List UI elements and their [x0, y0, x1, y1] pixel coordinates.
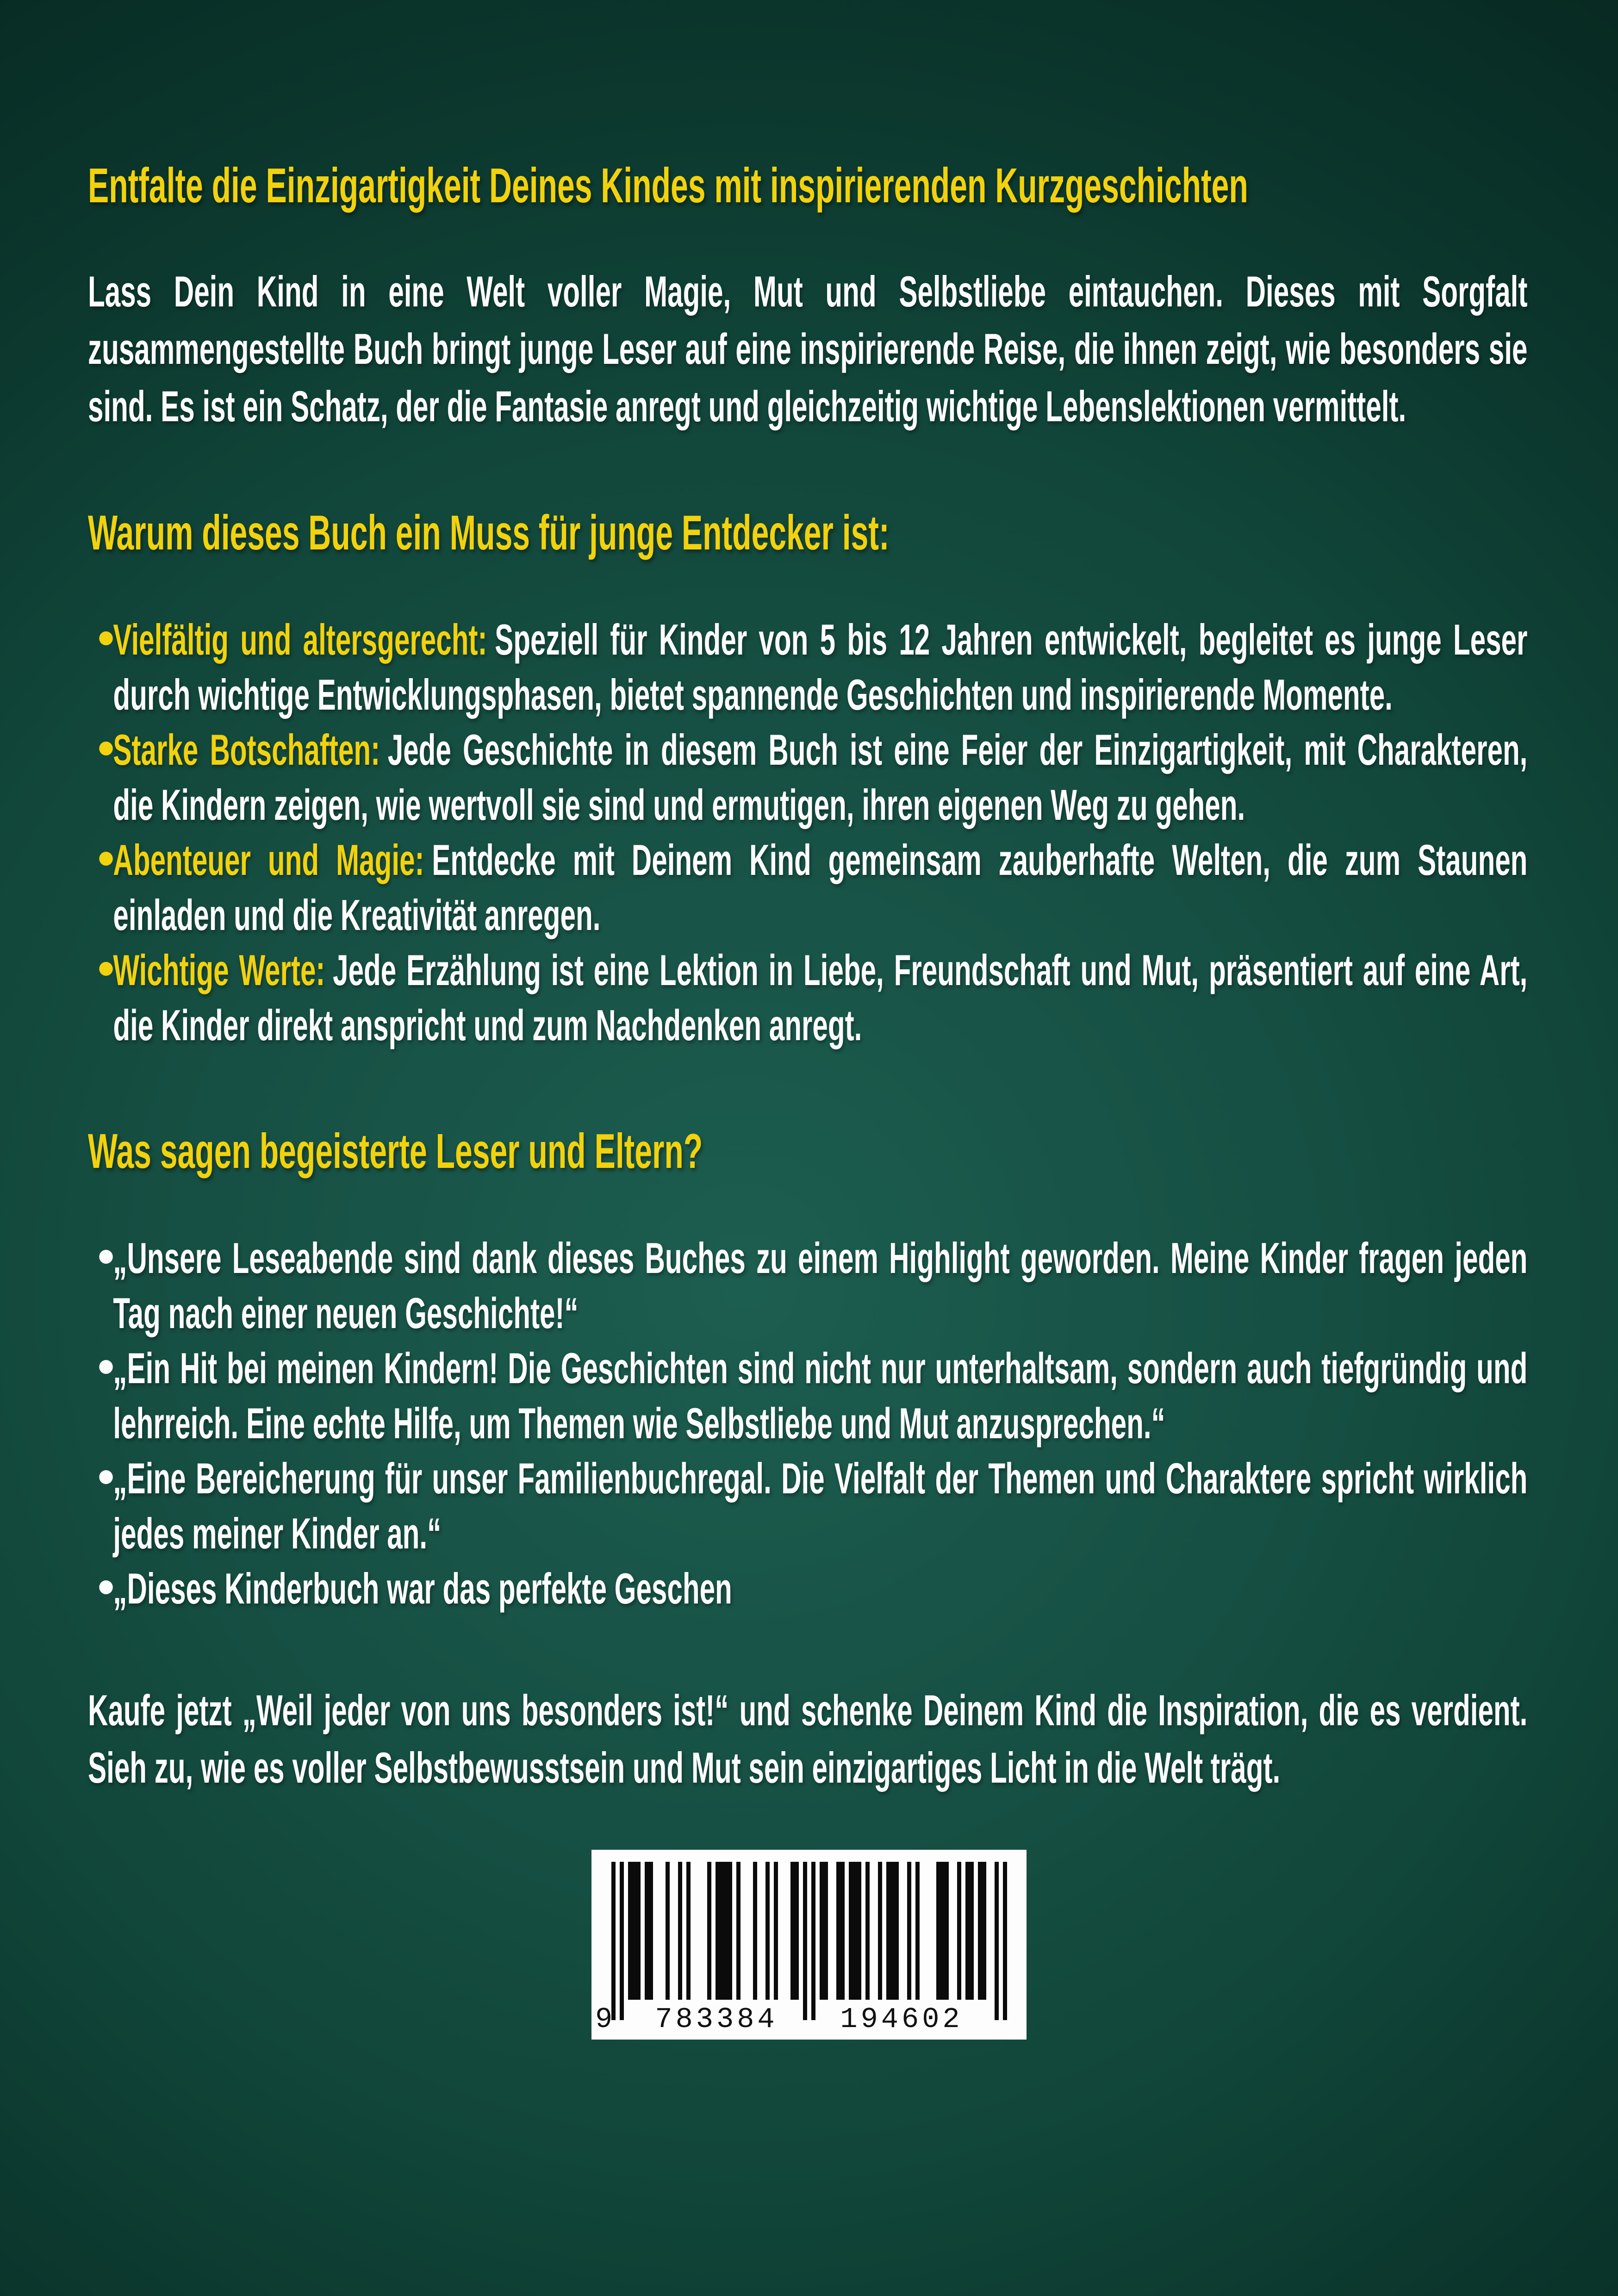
- barcode-bar: [632, 1862, 636, 2000]
- barcode-bar: [724, 1862, 728, 2000]
- feature-lead: Abenteuer und Magie:: [113, 836, 424, 884]
- barcode-space: [845, 1862, 849, 2000]
- barcode-space: [928, 1862, 932, 2000]
- barcode-bar: [620, 1862, 624, 2020]
- barcode-bar: [957, 1862, 961, 2000]
- barcode-bar: [611, 1862, 616, 2020]
- barcode-space: [741, 1862, 745, 2000]
- barcode-space: [799, 1862, 803, 2000]
- barcode-space: [782, 1862, 786, 2000]
- barcode-bar: [886, 1862, 890, 2000]
- barcode-bar: [765, 1862, 770, 2000]
- intro-paragraph: Lass Dein Kind in eine Welt voller Magie, Mut und Selbstliebe eintauchen. Dieses mit Sorgfalt zusammengestellte Buch bringt junge Leser auf eine inspirierende Reise, die ihnen zeigt, wie besonders sie sind. Es ist ein Schatz, der die Fantasie anregt und gleichzeitig wichtige Lebenslektionen vermittelt.: [88, 267, 1528, 430]
- feature-item: [88, 612, 1527, 722]
- barcode-bar: [628, 1862, 632, 2000]
- barcode-bar: [965, 1862, 970, 2000]
- barcode-bar: [824, 1862, 828, 2000]
- barcode-bar: [811, 1862, 815, 2020]
- barcode-space: [699, 1862, 703, 2000]
- barcode-space: [953, 1862, 957, 2000]
- barcode-bar: [707, 1862, 711, 2000]
- barcode-space: [999, 1862, 1003, 2000]
- barcode-space: [911, 1862, 915, 2000]
- barcode-space: [990, 1862, 995, 2000]
- barcode-bar: [753, 1862, 757, 2000]
- barcode-bar: [736, 1862, 741, 2000]
- bullet-dot-icon: [99, 1360, 112, 1374]
- barcode-space: [949, 1862, 953, 2000]
- barcode-bar: [853, 1862, 857, 2000]
- isbn-digits: [591, 2003, 1027, 2036]
- testimonial-item: [88, 1341, 1527, 1451]
- closing-paragraph: Kaufe jetzt „Weil jeder von uns besonders ist!“ und schenke Deinem Kind die Inspiration, die es verdient. Sieh zu, wie es voller Selbstbewusstsein und Mut sein einzigartiges Licht in die Welt trägt.: [88, 1686, 1528, 1792]
- headline: Entfalte die Einzigartigkeit Deines Kindes mit inspirierenden Kurzgeschichten: [88, 158, 1248, 213]
- barcode-space: [711, 1862, 716, 2000]
- barcode-bar: [645, 1862, 649, 2000]
- barcode-space: [761, 1862, 765, 2000]
- bullet-dot-icon: [99, 852, 112, 866]
- barcode-bar: [936, 1862, 940, 2000]
- barcode-bar: [857, 1862, 861, 2000]
- barcode-space: [770, 1862, 774, 2000]
- barcode-bar: [678, 1862, 682, 2000]
- barcode-bars: [611, 1850, 1007, 2020]
- barcode-bar: [995, 1862, 999, 2020]
- feature-lead: Wichtige Werte:: [113, 946, 325, 994]
- barcode-bar: [945, 1862, 949, 2000]
- barcode-bar: [686, 1862, 691, 2000]
- bullet-dot-icon: [99, 1250, 112, 1264]
- barcode-space: [778, 1862, 782, 2000]
- barcode-space: [924, 1862, 928, 2000]
- cover-text-column: [88, 153, 1527, 1797]
- bullet-dot-icon: [99, 962, 112, 976]
- barcode-space: [657, 1862, 661, 2000]
- barcode-space: [786, 1862, 790, 2000]
- barcode-bar: [907, 1862, 911, 2000]
- barcode: [591, 1850, 1027, 2040]
- barcode-space: [653, 1862, 657, 2000]
- feature-text: Speziell für Kinder von 5 bis 12 Jahren entwickelt, begleitet es junge Leser durch wichtige Entwicklungsphasen, bietet spannende Geschichten und inspirierende Momente.: [113, 615, 1528, 719]
- barcode-bar: [895, 1862, 899, 2000]
- barcode-space: [861, 1862, 865, 2000]
- barcode-bar: [666, 1862, 670, 2000]
- barcode-space: [828, 1862, 832, 2000]
- testimonial-text: „Ein Hit bei meinen Kindern! Die Geschichten sind nicht nur unterhaltsam, sondern auch tiefgründig und lehrreich. Eine echte Hilfe, um Themen wie Selbstliebe und Mut anzusprechen.“: [113, 1344, 1528, 1447]
- barcode-space: [749, 1862, 753, 2000]
- barcode-bar: [790, 1862, 795, 2000]
- testimonial-text: „Eine Bereicherung für unser Familienbuchregal. Die Vielfalt der Themen und Charaktere spricht wirklich jedes meiner Kinder an.“: [113, 1454, 1528, 1558]
- features-list: [88, 612, 1527, 1053]
- barcode-bar: [865, 1862, 870, 2000]
- barcode-space: [695, 1862, 699, 2000]
- feature-text: Entdecke mit Deinem Kind gemeinsam zauberhafte Welten, die zum Staunen einladen und die Kreativität anregen.: [113, 836, 1528, 939]
- barcode-bar: [716, 1862, 720, 2000]
- barcode-space: [641, 1862, 645, 2000]
- barcode-space: [616, 1862, 620, 2000]
- barcode-space: [974, 1862, 978, 2000]
- barcode-space: [920, 1862, 924, 2000]
- barcode-bar: [890, 1862, 895, 2000]
- barcode-bar: [849, 1862, 853, 2000]
- feature-lead: Starke Botschaften:: [113, 725, 380, 774]
- barcode-space: [903, 1862, 907, 2000]
- testimonials-list: [88, 1230, 1527, 1616]
- barcode-bar: [840, 1862, 845, 2000]
- isbn-digits-group2: 194602: [840, 2003, 963, 2036]
- barcode-space: [691, 1862, 695, 2000]
- testimonial-item: [88, 1451, 1527, 1561]
- feature-item: [88, 832, 1527, 942]
- feature-text: Jede Geschichte in diesem Buch ist eine Feier der Einzigartigkeit, mit Charakteren, die Kindern zeigen, wie wertvoll sie sind und ermutigen, ihren eigenen Weg zu gehen.: [113, 725, 1528, 829]
- barcode-bar: [720, 1862, 724, 2000]
- barcode-bar: [728, 1862, 732, 2000]
- barcode-bar: [649, 1862, 653, 2000]
- feature-item: [88, 942, 1527, 1053]
- barcode-bar: [636, 1862, 641, 2000]
- barcode-space: [624, 1862, 628, 2000]
- barcode-space: [932, 1862, 936, 2000]
- barcode-bar: [940, 1862, 945, 2000]
- barcode-bar: [970, 1862, 974, 2000]
- barcode-bar: [795, 1862, 799, 2000]
- barcode-space: [703, 1862, 707, 2000]
- features-heading: Warum dieses Buch ein Muss für junge Entdecker ist:: [88, 505, 890, 560]
- barcode-bar: [1003, 1862, 1007, 2020]
- feature-lead: Vielfältig und altersgerecht:: [113, 615, 487, 664]
- barcode-space: [745, 1862, 749, 2000]
- barcode-space: [661, 1862, 666, 2000]
- barcode-space: [674, 1862, 678, 2000]
- barcode-bar: [836, 1862, 840, 2000]
- barcode-bar: [878, 1862, 882, 2000]
- feature-item: [88, 722, 1527, 832]
- barcode-space: [815, 1862, 820, 2000]
- barcode-space: [882, 1862, 886, 2000]
- testimonial-text: „Unsere Leseabende sind dank dieses Buches zu einem Highlight geworden. Meine Kinder fragen jeden Tag nach einer neuen Geschichte!“: [113, 1234, 1528, 1337]
- barcode-space: [870, 1862, 874, 2000]
- barcode-space: [874, 1862, 878, 2000]
- isbn-digit-lead: 9: [595, 2003, 613, 2036]
- barcode-bar: [978, 1862, 982, 2000]
- barcode-bar: [803, 1862, 807, 2020]
- barcode-space: [682, 1862, 686, 2000]
- testimonials-heading: Was sagen begeisterte Leser und Eltern?: [88, 1124, 703, 1179]
- barcode-bar: [982, 1862, 986, 2000]
- barcode-space: [832, 1862, 836, 2000]
- barcode-bar: [915, 1862, 920, 2000]
- barcode-space: [670, 1862, 674, 2000]
- barcode-space: [732, 1862, 736, 2000]
- bullet-dot-icon: [99, 742, 112, 755]
- feature-text: Jede Erzählung ist eine Lektion in Liebe, Freundschaft und Mut, präsentiert auf eine Art, die Kinder direkt anspricht und zum Nachdenken anregt.: [113, 946, 1528, 1049]
- bullet-dot-icon: [99, 1470, 112, 1484]
- barcode-space: [899, 1862, 903, 2000]
- isbn-digits-group1: 783384: [655, 2003, 778, 2036]
- testimonial-item: [88, 1230, 1527, 1341]
- barcode-bar: [820, 1862, 824, 2000]
- barcode-space: [986, 1862, 990, 2000]
- barcode-space: [757, 1862, 761, 2000]
- barcode-bar: [774, 1862, 778, 2000]
- bullet-dot-icon: [99, 1580, 112, 1594]
- testimonial-text: „Dieses Kinderbuch war das perfekte Geschen: [113, 1564, 732, 1613]
- testimonial-item: [88, 1561, 1527, 1616]
- barcode-space: [807, 1862, 811, 2000]
- bullet-dot-icon: [99, 631, 112, 645]
- barcode-space: [961, 1862, 965, 2000]
